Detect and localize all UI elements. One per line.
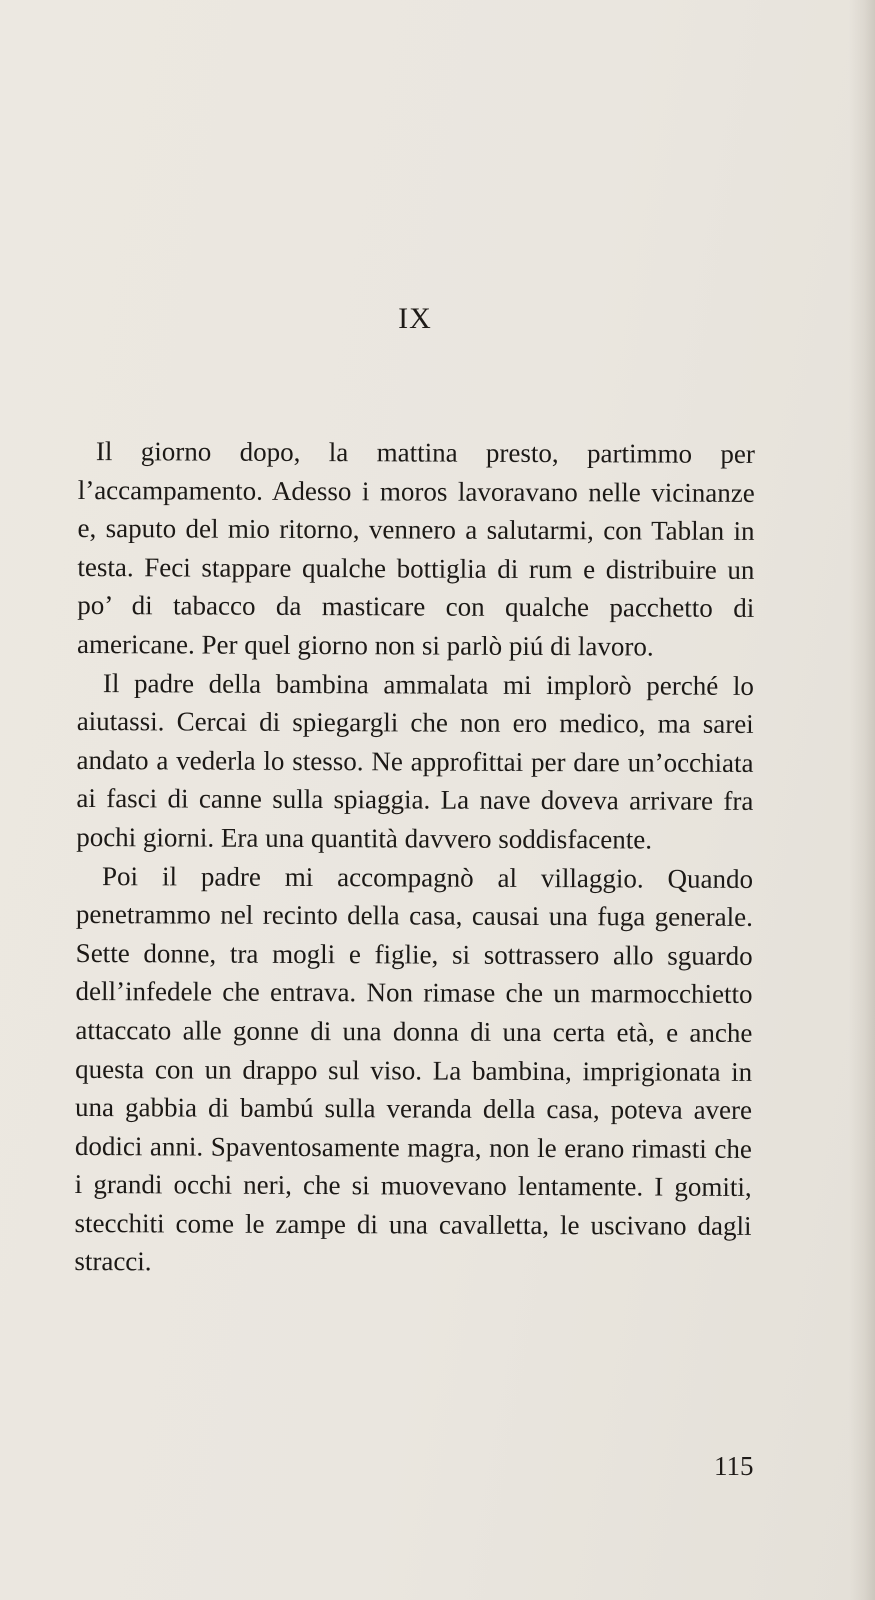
page-edge-shadow — [849, 0, 875, 1600]
paragraph-1: Il giorno dopo, la mattina presto, partimmo per l’accampamento. Adesso i moros lavoravano nelle vicinanze e, saputo del mio ritorno, vennero a salutarmi, con Tablan in testa. Feci stappare qualche bottiglia di rum e distribuire un po’ di tabacco da masticare con qualche pacchetto di americane. Per quel giorno non si parlò piú di lavoro. — [77, 436, 755, 662]
body-text — [74, 432, 755, 1284]
page-number: 115 — [714, 1451, 754, 1481]
paragraph-3: Poi il padre mi accompagnò al villaggio. Quando penetrammo nel recinto della casa, causai una fuga generale. Sette donne, tra mogli e figlie, si sottrassero allo sguardo dell’infedele che entrava. Non rimase che un marmocchietto attaccato alle gonne di una donna di una certa età, e anche questa con un drappo sul viso. La bambina, imprigionata in una gabbia di bambú sulla veranda della casa, poteva avere dodici anni. Spaventosamente magra, non le erano rimasti che i grandi occhi neri, che si muovevano lentamente. I gomiti, stecchiti come le zampe di una cavalletta, le uscivano dagli stracci. — [74, 860, 754, 1277]
chapter-number: IX — [398, 302, 432, 335]
paragraph-2: Il padre della bambina ammalata mi implorò perché lo aiutassi. Cercai di spiegargli che non ero medico, ma sarei andato a vederla lo stesso. Ne approfittai per dare un’occhiata ai fasci di canne sulla spiaggia. La nave doveva arrivare fra pochi giorni. Era una quantità davvero soddisfacente. — [76, 667, 754, 855]
